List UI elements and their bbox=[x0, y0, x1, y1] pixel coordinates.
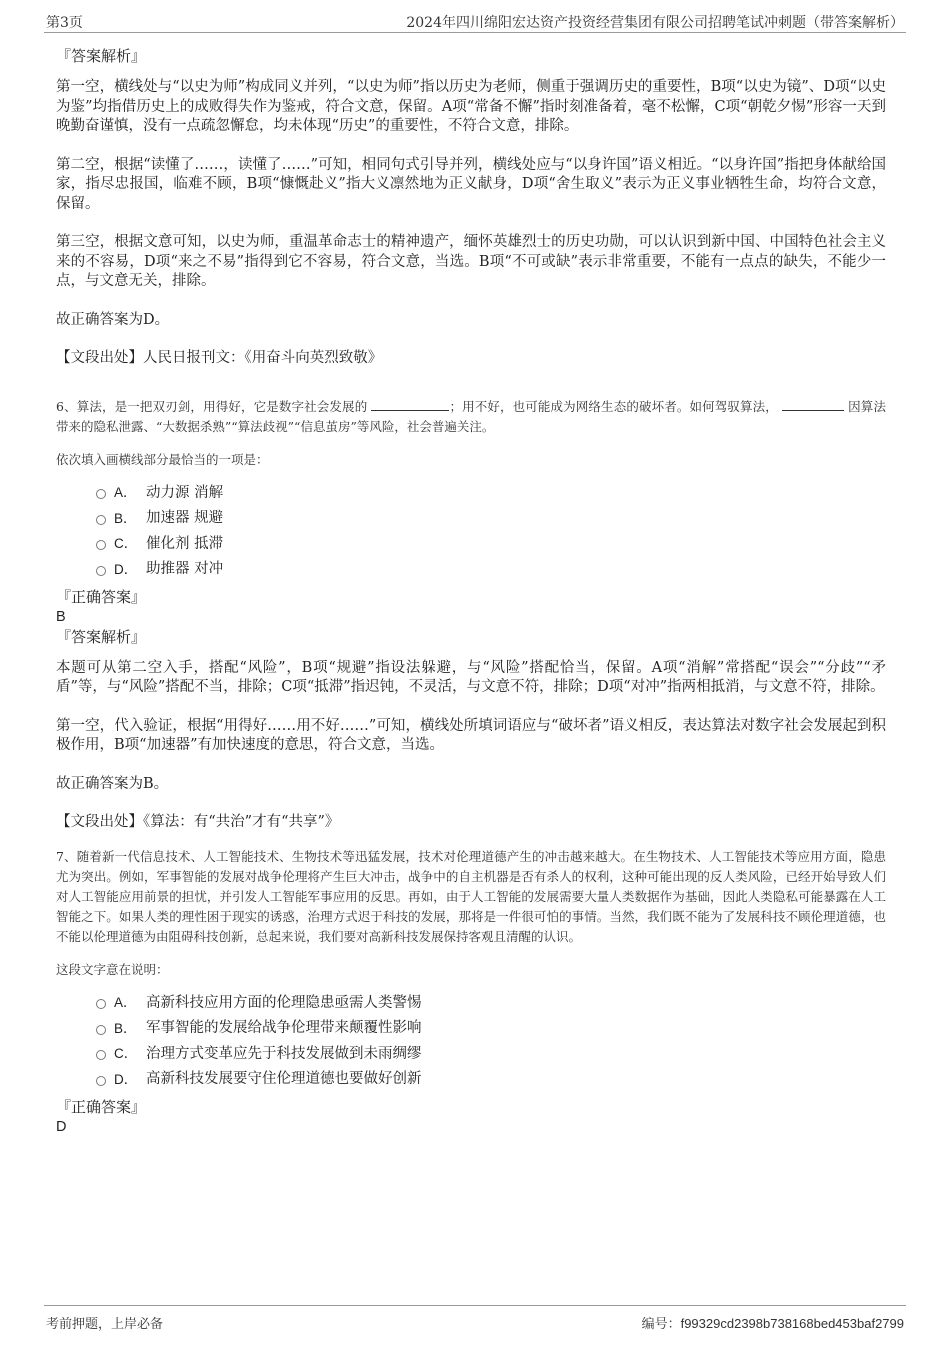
answer-label: 『正确答案』 bbox=[56, 1097, 147, 1116]
footer-code bbox=[642, 1313, 904, 1332]
radio-icon[interactable] bbox=[96, 540, 106, 550]
option-text: 治理方式变革应先于科技发展做到未雨绸缪 bbox=[146, 1045, 422, 1062]
stem-part: ；用不好，也可能成为网络生态的破坏者。如何驾驭算法， bbox=[449, 398, 778, 414]
option-text: 催化剂 抵滞 bbox=[146, 535, 224, 552]
analysis-conclusion: 故正确答案为D。 bbox=[56, 311, 170, 328]
option-text: 高新科技应用方面的伦理隐患亟需人类警惕 bbox=[146, 994, 422, 1011]
answer-value: D bbox=[56, 1118, 67, 1135]
option-a[interactable] bbox=[96, 479, 886, 505]
option-b[interactable] bbox=[96, 1014, 886, 1040]
stem-part: 因算法带来的隐私泄露、“大数据杀熟”“算法歧视”“信息茧房”等风险，社会普遍关注。 bbox=[56, 398, 886, 434]
radio-icon[interactable] bbox=[96, 489, 106, 499]
analysis-paragraph: 第一空，代入验证，根据“用得好……用不好……”可知，横线处所填词语应与“破坏者”语义相反，表达算法对数字社会发展起到积极作用，B项“加速器”有加快速度的意思，符合文意，当选。 bbox=[56, 717, 886, 753]
option-text: 助推器 对冲 bbox=[146, 561, 224, 578]
question-stem bbox=[56, 397, 886, 437]
page-content bbox=[56, 46, 886, 1137]
code-label: 编号： bbox=[641, 1317, 681, 1332]
option-letter: A． bbox=[114, 485, 137, 501]
analysis-label: 『答案解析』 bbox=[56, 47, 147, 65]
question-prompt: 依次填入画横线部分最恰当的一项是： bbox=[56, 451, 269, 467]
option-c[interactable] bbox=[96, 1040, 886, 1066]
option-letter: B． bbox=[114, 510, 137, 526]
radio-icon[interactable] bbox=[96, 1050, 106, 1060]
document-title: 2024年四川绵阳宏达资产投资经营集团有限公司招聘笔试冲刺题（带答案解析） bbox=[406, 15, 904, 31]
option-letter: C． bbox=[114, 1046, 138, 1062]
footer-slogan: 考前押题，上岸必备 bbox=[46, 1317, 164, 1332]
analysis-paragraph: 第三空，根据文意可知，以史为师，重温革命志士的精神遗产，缅怀英雄烈士的历史功勋，可以认识到新中国、中国特色社会主义来的不容易，D项“来之不易”指得到它不容易，符合文意，当选。B项“不可或缺”表示非常重要，不能有一点点的缺失，不能少一点，与文意无关，排除。 bbox=[56, 234, 886, 289]
analysis-conclusion: 故正确答案为B。 bbox=[56, 775, 169, 792]
radio-icon[interactable] bbox=[96, 1025, 106, 1035]
source-citation: 【文段出处】人民日报刊文：《用奋斗向英烈致敬》 bbox=[56, 350, 383, 366]
question-7 bbox=[56, 847, 886, 1137]
answer-value: B bbox=[56, 608, 66, 625]
option-letter: D． bbox=[114, 1071, 138, 1087]
stem-part: 6、算法，是一把双刃剑，用得好，它是数字社会发展的 bbox=[56, 398, 368, 414]
q5-analysis bbox=[56, 46, 886, 369]
option-c[interactable] bbox=[96, 530, 886, 556]
radio-icon[interactable] bbox=[96, 1076, 106, 1086]
option-letter: D． bbox=[114, 561, 138, 577]
analysis-paragraph: 本题可从第二空入手，搭配“风险”，B项“规避”指设法躲避，与“风险”搭配恰当，保留。A项“消解”常搭配“误会”“分歧”“矛盾”等，与“风险”搭配不当，排除；C项“抵滞”指迟钝，不灵活，与文意不符，排除；D项“对冲”指两相抵消，与文意不符，排除。 bbox=[56, 659, 886, 695]
fill-blank bbox=[371, 398, 449, 411]
question-stem: 7、随着新一代信息技术、人工智能技术、生物技术等迅猛发展，技术对伦理道德产生的冲击越来越大。在生物技术、人工智能技术等应用方面，隐患尤为突出。例如，军事智能的发展对战争伦理将产生巨大冲击，战争中的自主机器是否有杀人的权利，这种可能出现的反人类风险，已经开始导致人们对人工智能应用前景的担忧，并引发人工智能军事应用的反思。再如，由于人工智能的发展需要大量人类数据作为基础，因此人类隐私可能暴露在人工智能之下。如果人类的理性困于现实的诱惑，治理方式迟于科技的发展，那将是一件很可怕的事情。当然，我们既不能为了发展科技不顾伦理道德，也不能以伦理道德为由阻碍科技创新，总起来说，我们要对高新科技发展保持客观且清醒的认识。 bbox=[56, 848, 886, 944]
answer-label: 『正确答案』 bbox=[56, 587, 147, 606]
option-text: 加速器 规避 bbox=[146, 510, 224, 527]
analysis-paragraph: 第一空，横线处与“以史为师”构成同义并列，“以史为师”指以历史为老师，侧重于强调历史的重要性，B项“以史为镜”、D项“以史为鉴”均指借历史上的成败得失作为鉴戒，符合文意，保留。A项“常备不懈”指时刻准备着，毫不松懈，C项“朝乾夕惕”形容一天到晚勤奋谨慎，没有一点疏忽懈怠，均未体现“历史”的重要性，不符合文意，排除。 bbox=[56, 79, 886, 134]
header-divider bbox=[44, 32, 906, 33]
options-list bbox=[56, 479, 886, 581]
option-b[interactable] bbox=[96, 504, 886, 530]
fill-blank bbox=[782, 398, 844, 411]
option-letter: B． bbox=[114, 1020, 137, 1036]
option-text: 高新科技发展要守住伦理道德也要做好创新 bbox=[146, 1071, 422, 1088]
options-list bbox=[56, 989, 886, 1091]
radio-icon[interactable] bbox=[96, 566, 106, 576]
page-number: 第3页 bbox=[46, 15, 83, 31]
radio-icon[interactable] bbox=[96, 999, 106, 1009]
option-d[interactable] bbox=[96, 1065, 886, 1091]
question-6 bbox=[56, 397, 886, 833]
option-a[interactable] bbox=[96, 989, 886, 1015]
analysis-paragraph: 第二空，根据“读懂了……，读懂了……”可知，相同句式引导并列，横线处应与“以身许国”语义相近。“以身许国”指把身体献给国家，指尽忠报国，临难不顾，B项“慷慨赴义”指大义凛然地为正义献身，D项“舍生取义”表示为正义事业牺牲生命，均符合文意，保留。 bbox=[56, 156, 886, 212]
code-value: f99329cd2398b738168bed453baf2799 bbox=[680, 1316, 904, 1331]
option-letter: A． bbox=[114, 995, 137, 1011]
option-text: 军事智能的发展给战争伦理带来颠覆性影响 bbox=[146, 1020, 422, 1037]
footer-divider bbox=[44, 1305, 906, 1306]
radio-icon[interactable] bbox=[96, 515, 106, 525]
option-text: 动力源 消解 bbox=[146, 484, 224, 501]
source-citation: 【文段出处】《算法：有“共治”才有“共享”》 bbox=[56, 814, 340, 830]
question-prompt: 这段文字意在说明： bbox=[56, 961, 169, 977]
analysis-label: 『答案解析』 bbox=[56, 627, 147, 646]
option-d[interactable] bbox=[96, 555, 886, 581]
option-letter: C． bbox=[114, 536, 138, 552]
